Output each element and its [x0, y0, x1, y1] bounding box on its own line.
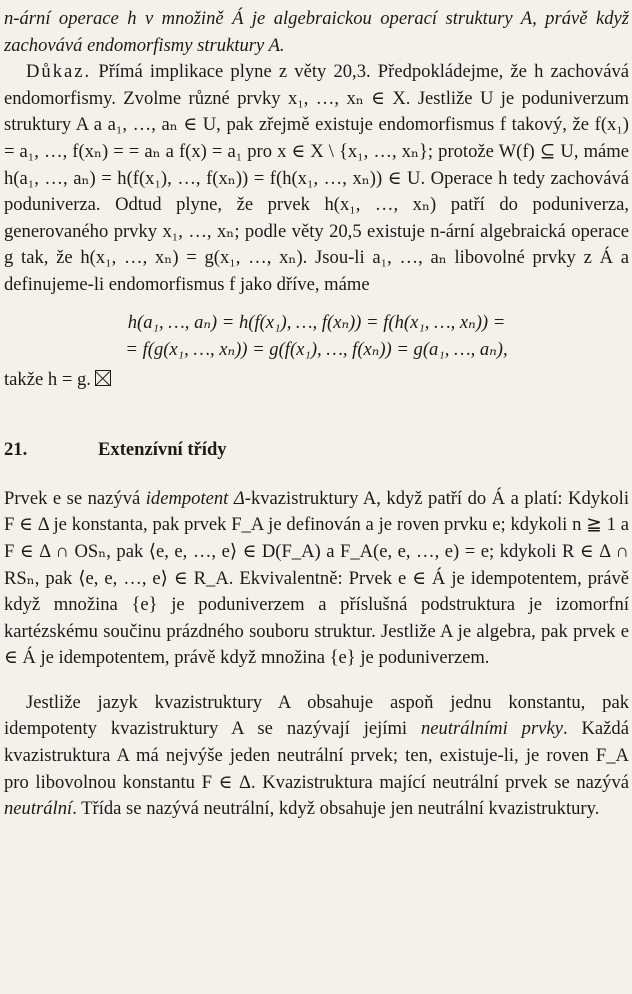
neutral-term-1: neutrálními prvky — [420, 718, 563, 740]
theorem-line-1: n-ární operace h v množině Á je algebraickou operací struktury A, — [4, 8, 537, 29]
proof-text: Přímá implikace plyne z věty 20,3. Předpokládejme, že h zachovává endomorfismy. Zvolme různé prvky x₁, …, xₙ ∈ X. Jestliže U je poduniverzum struktury A a a₁, …, aₙ ∈ U, pak zřejmě existuje endomorfismus f takový, že f(x₁) = a₁, …, f(xₙ) = = aₙ a f(x) = a₁ pro x ∈ X \ {x₁, …, xₙ}; protože W(f) ⊆ U, máme h(a₁, …, aₙ) = h(f(x₁), …, f(xₙ)) = f(h(x₁, …, xₙ)) ∈ U. Operace h tedy zachovává poduniverza. Odtud plyne, že prvek h(x₁, …, xₙ) patří do poduniverza, generovaného prvky x₁, …, xₙ; podle věty 20,5 existuje n-ární algebraická operace g tak, že h(x₁, …, xₙ) = g(x₁, …, xₙ). Jsou-li a₁, …, aₙ libovolné prvky z Á a definujeme-li endomorfismus f jako dříve, máme — [4, 61, 629, 295]
section-heading — [4, 437, 629, 464]
neutral-paragraph — [4, 690, 629, 823]
definition-paragraph — [4, 486, 629, 672]
end-of-proof-icon — [95, 370, 111, 386]
neutral-text-b: . Každá kvazistruktura A má nejvýše jeden neutrální prvek; ten, existuje-li, je roven F_A pro libovolnou konstantu F ∈ Δ. Kvazistruktura mající neutrální prvek se nazývá — [4, 718, 629, 793]
neutral-term-2: neutrální — [4, 798, 73, 820]
theorem-line-2: právě když zachovává endomorfismy struktury A. — [4, 8, 629, 56]
proof-conclusion — [4, 367, 629, 394]
proof-paragraph — [4, 59, 629, 298]
neutral-text-a: Jestliže jazyk kvazistruktury A obsahuje aspoň jednu konstantu, pak idempotenty kvazistruktury A se nazývají jejími — [4, 691, 629, 740]
definition-term: idempotent Δ — [145, 487, 245, 509]
definition-text-b: -kvazistruktury A, když patří do Á a platí: Kdykoli F ∈ Δ je konstanta, pak prvek F_A je definován a je roven prvku e; kdykoli n ≧ 1 a F ∈ Δ ∩ OSₙ, pak ⟨e, e, …, e⟩ ∈ D(F_A) a F_A(e, e, …, e) = e; kdykoli R ∈ Δ ∩ RSₙ, pak ⟨e, e, …, e⟩ ∈ R_A. Ekvivalentně: Prvek e ∈ Á je idempotentem, právě když množina {e} je poduniverzem a příslušná podstruktura je izomorfní kartézskému součinu prázdného souboru struktur. Jestliže A je algebra, pak prvek e ∈ Á je idempotentem, právě když množina {e} je poduniverzem. — [4, 487, 629, 669]
definition-text-a: Prvek e se nazývá — [4, 487, 146, 509]
neutral-text-c: . Třída se nazývá neutrální, když obsahuje jen neutrální kvazistruktury. — [72, 798, 600, 820]
equation-line-1: h(a₁, …, aₙ) = h(f(x₁), …, f(xₙ)) = f(h(x₁, …, xₙ)) = — [127, 311, 506, 333]
paragraph-gap — [4, 672, 629, 690]
proof-conclusion-text: takže h = g. — [4, 368, 91, 390]
display-equation — [4, 309, 629, 363]
section-title: Extenzívní třídy — [98, 439, 227, 461]
theorem-statement — [4, 6, 629, 59]
section-number: 21. — [4, 439, 28, 461]
proof-label: Důkaz. — [26, 61, 92, 83]
equation-line-2: = f(g(x₁, …, xₙ)) = g(f(x₁), …, f(xₙ)) = g(a₁, …, aₙ), — [125, 338, 508, 360]
